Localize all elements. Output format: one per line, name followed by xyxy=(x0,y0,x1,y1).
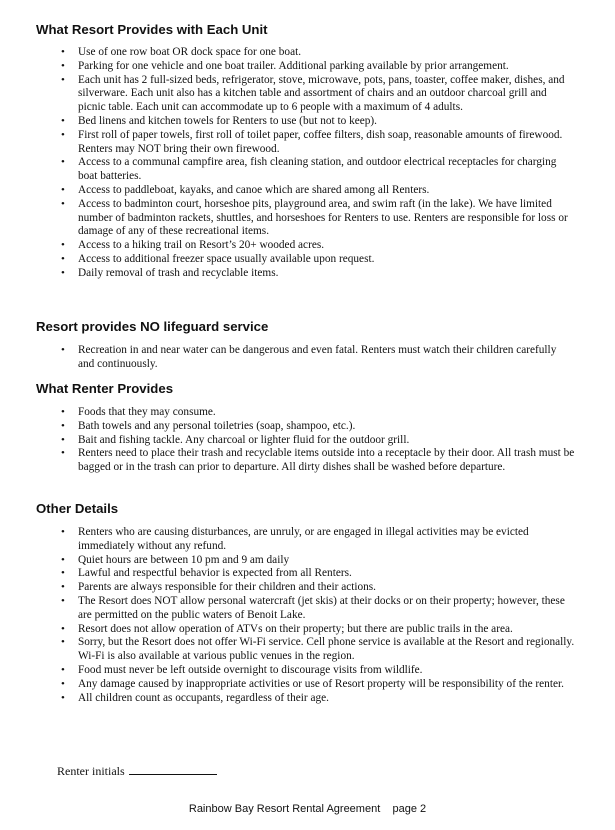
list-renter-provides xyxy=(0,406,615,475)
list-item: • Access to badminton court, horseshoe pits, playground area, and swim raft (in the lake). We have limited number of badminton rackets, shuttles, and horseshoes for Renters to use. Renters are responsible for loss or damage of any of these recreational items. xyxy=(78,198,575,239)
list-item: • Any damage caused by inappropriate activities or use of Resort property will be responsibility of the renter. xyxy=(78,678,575,692)
renter-initials-line[interactable] xyxy=(129,762,217,775)
list-item: • Parking for one vehicle and one boat trailer. Additional parking available by prior arrangement. xyxy=(78,60,575,74)
list-item: • Renters who are causing disturbances, are unruly, or are engaged in illegal activities may be evicted immediately without any refund. xyxy=(78,526,575,554)
page-footer: Rainbow Bay Resort Rental Agreement page 2 xyxy=(188,803,427,815)
list-item: • Lawful and respectful behavior is expected from all Renters. xyxy=(78,567,575,581)
list-no-lifeguard xyxy=(0,344,615,372)
list-item: • Each unit has 2 full-sized beds, refrigerator, stove, microwave, pots, pans, toaster, coffee maker, dishes, and silverware. Each unit also has a kitchen table and assortment of chairs and an outdoor charcoal grill and picnic table. Each unit can accommodate up to 6 people with a maximum of 4 adults. xyxy=(78,74,575,115)
list-item: • Daily removal of trash and recyclable items. xyxy=(78,267,575,281)
list-item: • Bed linens and kitchen towels for Renters to use (but not to keep). xyxy=(78,115,575,129)
list-item: • Access to additional freezer space usually available upon request. xyxy=(78,253,575,267)
list-item: • Sorry, but the Resort does not offer Wi-Fi service. Cell phone service is available at the Resort and regionally. Wi-Fi is also available at various public venues in the region. xyxy=(78,636,575,664)
list-item: • Bath towels and any personal toiletries (soap, shampoo, etc.). xyxy=(78,420,575,434)
section-heading-resort-provides: What Resort Provides with Each Unit xyxy=(36,22,268,37)
list-resort-provides xyxy=(0,46,615,281)
list-item: • Bait and fishing tackle. Any charcoal or lighter fluid for the outdoor grill. xyxy=(78,434,575,448)
list-item: • Recreation in and near water can be dangerous and even fatal. Renters must watch their children carefully and continuously. xyxy=(78,344,575,372)
list-item: • Access to a communal campfire area, fish cleaning station, and outdoor electrical receptacles for charging boat batteries. xyxy=(78,156,575,184)
list-item: • The Resort does NOT allow personal watercraft (jet skis) at their docks or on their property; however, these are permitted on the public waters of Benoit Lake. xyxy=(78,595,575,623)
list-item: • Parents are always responsible for their children and their actions. xyxy=(78,581,575,595)
list-item: • Renters need to place their trash and recyclable items outside into a receptacle by their door. All trash must be bagged or in the trash can prior to departure. All dirty dishes shall be washed before departure. xyxy=(78,447,575,475)
renter-initials xyxy=(57,762,217,779)
section-heading-renter-provides: What Renter Provides xyxy=(36,381,174,396)
list-item: • First roll of paper towels, first roll of toilet paper, coffee filters, dish soap, reasonable amounts of firewood. Renters may NOT bring their own firewood. xyxy=(78,129,575,157)
section-heading-no-lifeguard: Resort provides NO lifeguard service xyxy=(36,319,269,334)
renter-initials-label: Renter initials xyxy=(57,764,125,778)
list-item: • Foods that they may consume. xyxy=(78,406,575,420)
section-heading-other-details: Other Details xyxy=(36,501,119,516)
list-item: • Resort does not allow operation of ATVs on their property; but there are public trails in the area. xyxy=(78,623,575,637)
list-item: • Food must never be left outside overnight to discourage visits from wildlife. xyxy=(78,664,575,678)
list-item: • All children count as occupants, regardless of their age. xyxy=(78,692,575,706)
list-item: • Use of one row boat OR dock space for one boat. xyxy=(78,46,575,60)
list-item: • Access to a hiking trail on Resort’s 20+ wooded acres. xyxy=(78,239,575,253)
list-other-details xyxy=(0,526,615,705)
list-item: • Access to paddleboat, kayaks, and canoe which are shared among all Renters. xyxy=(78,184,575,198)
list-item: • Quiet hours are between 10 pm and 9 am daily xyxy=(78,554,575,568)
